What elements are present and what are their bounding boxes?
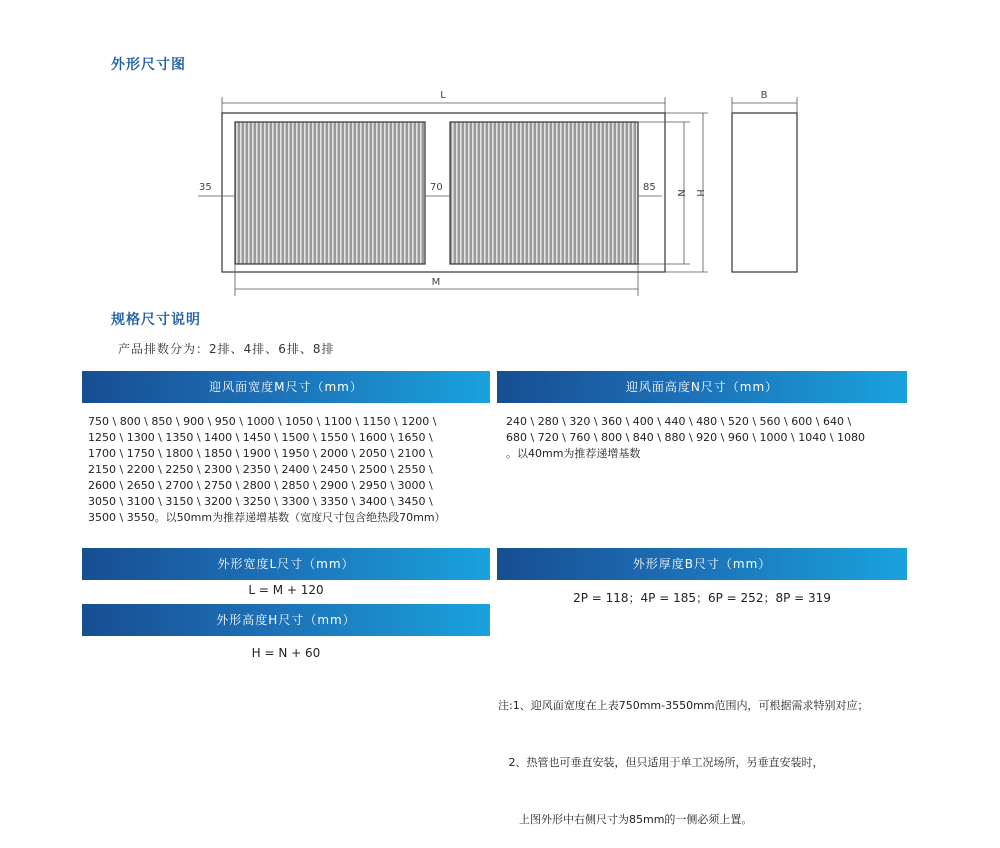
heading-height-h: 外形高度H尺寸（mm） [82,604,490,636]
width-m-line: 3050 \ 3100 \ 3150 \ 3200 \ 3250 \ 3300 \ 3350 \ 3400 \ 3450 \ [88,495,433,508]
dim-l [222,90,665,113]
heading-depth-b: 外形厚度B尺寸（mm） [497,548,907,580]
width-m-values [88,414,498,526]
label-h: H [694,189,705,197]
height-n-line: 。以40mm为推荐递增基数 [506,447,641,460]
width-m-line: 3500 \ 3550。以50mm为推荐递增基数（宽度尺寸包含绝热段70mm） [88,511,446,524]
label-b: B [760,90,768,101]
section-title-outline: 外形尺寸图 [111,57,186,73]
label-85: 85 [643,182,656,193]
formula-depth-b: 2P = 118；4P = 185；6P = 252；8P = 319 [573,591,831,605]
formula-height-h: H = N + 60 [251,646,321,660]
dimension-diagram [0,0,1000,300]
formula-width-l: L = M + 120 [248,583,324,597]
label-l: L [440,90,446,101]
label-35: 35 [199,182,212,193]
side-view [732,113,797,272]
note-line-2: 2、热管也可垂直安装，但只适用于单工况场所，另垂直安装时， [498,756,824,769]
heading-width-m: 迎风面宽度M尺寸（mm） [82,371,490,403]
note-line-3: 上图外形中右侧尺寸为85mm的一侧必须上置。 [498,813,753,826]
note-line-1: 注:1、迎风面宽度在上表750mm-3550mm范围内，可根据需求特别对应； [498,699,869,712]
width-m-line: 1700 \ 1750 \ 1800 \ 1850 \ 1900 \ 1950 \ 2000 \ 2050 \ 2100 \ [88,447,433,460]
width-m-line: 750 \ 800 \ 850 \ 900 \ 950 \ 1000 \ 1050 \ 1100 \ 1150 \ 1200 \ [88,415,437,428]
width-m-line: 2600 \ 2650 \ 2700 \ 2750 \ 2800 \ 2850 \ 2900 \ 2950 \ 3000 \ [88,479,433,492]
heading-height-n: 迎风面高度N尺寸（mm） [497,371,907,403]
height-n-line: 680 \ 720 \ 760 \ 800 \ 840 \ 880 \ 920 \ 960 \ 1000 \ 1040 \ 1080 [506,431,865,444]
coil-panel-left [235,122,425,264]
notes [498,658,869,848]
height-n-values [506,414,906,462]
width-m-line: 1250 \ 1300 \ 1350 \ 1400 \ 1450 \ 1500 \ 1550 \ 1600 \ 1650 \ [88,431,433,444]
row-count-text: 产品排数分为：2排、4排、6排、8排 [118,342,335,356]
dim-b [732,90,797,113]
label-m: M [431,277,441,288]
label-70: 70 [430,182,443,193]
width-m-line: 2150 \ 2200 \ 2250 \ 2300 \ 2350 \ 2400 \ 2450 \ 2500 \ 2550 \ [88,463,433,476]
section-title-spec: 规格尺寸说明 [111,312,201,328]
label-n: N [675,189,686,197]
height-n-line: 240 \ 280 \ 320 \ 360 \ 400 \ 440 \ 480 \ 520 \ 560 \ 600 \ 640 \ [506,415,852,428]
heading-width-l: 外形宽度L尺寸（mm） [82,548,490,580]
coil-panel-right [450,122,638,264]
